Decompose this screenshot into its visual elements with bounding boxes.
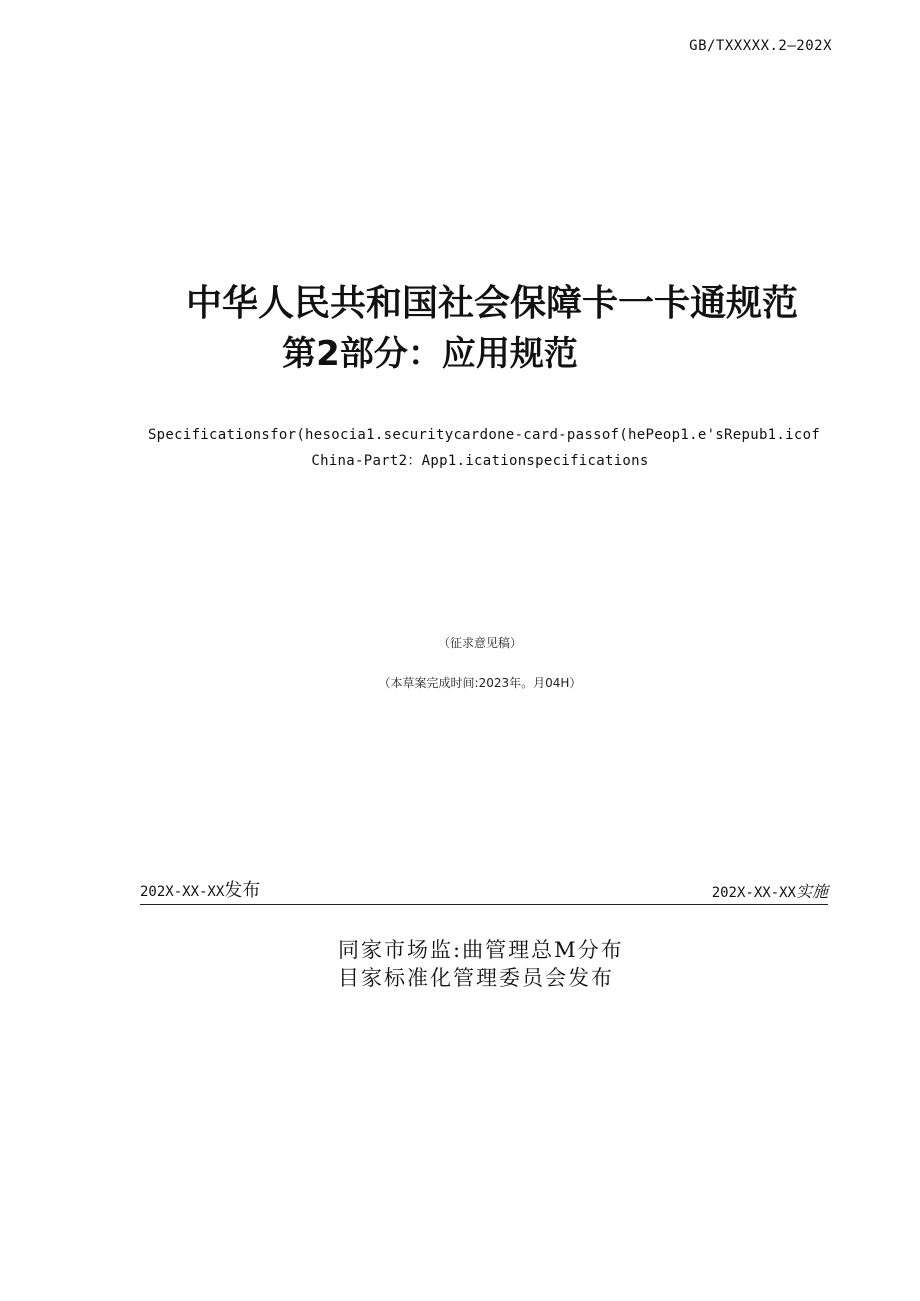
implement-label: 实施	[795, 882, 828, 901]
publish-label: 发布	[224, 880, 261, 901]
publish-date-value: 202X-XX-XX	[140, 884, 225, 900]
title-line-2: 第2部分：应用规范	[282, 334, 578, 374]
issuer-line-1: 同家市场监:曲管理总M分布	[338, 938, 624, 962]
english-title-line-1: Specificationsfor(hesocia1.securitycardone-card-passof(hePeop1.e'sRepub1.icof	[147, 427, 821, 443]
english-title	[0, 422, 920, 474]
title-line-1: 中华人民共和国社会保障卡一卡通规范	[185, 283, 798, 324]
issuing-authorities	[338, 936, 624, 992]
implement-date-value: 202X-XX-XX	[711, 885, 796, 901]
english-title-line-2: China-Part2：App1.icationspecifications	[311, 453, 649, 469]
date-row	[140, 880, 828, 905]
issuer-line-2: 目家标准化管理委员会发布	[338, 966, 614, 990]
standard-number: GB/TXXXXX.2—202X	[689, 38, 832, 54]
draft-completion-time: （本草案完成时间:2023年。月04H）	[378, 676, 582, 690]
implement-date	[712, 879, 828, 902]
document-title	[0, 282, 920, 376]
draft-status: （征求意见稿）	[437, 636, 522, 650]
publish-date	[140, 876, 260, 902]
